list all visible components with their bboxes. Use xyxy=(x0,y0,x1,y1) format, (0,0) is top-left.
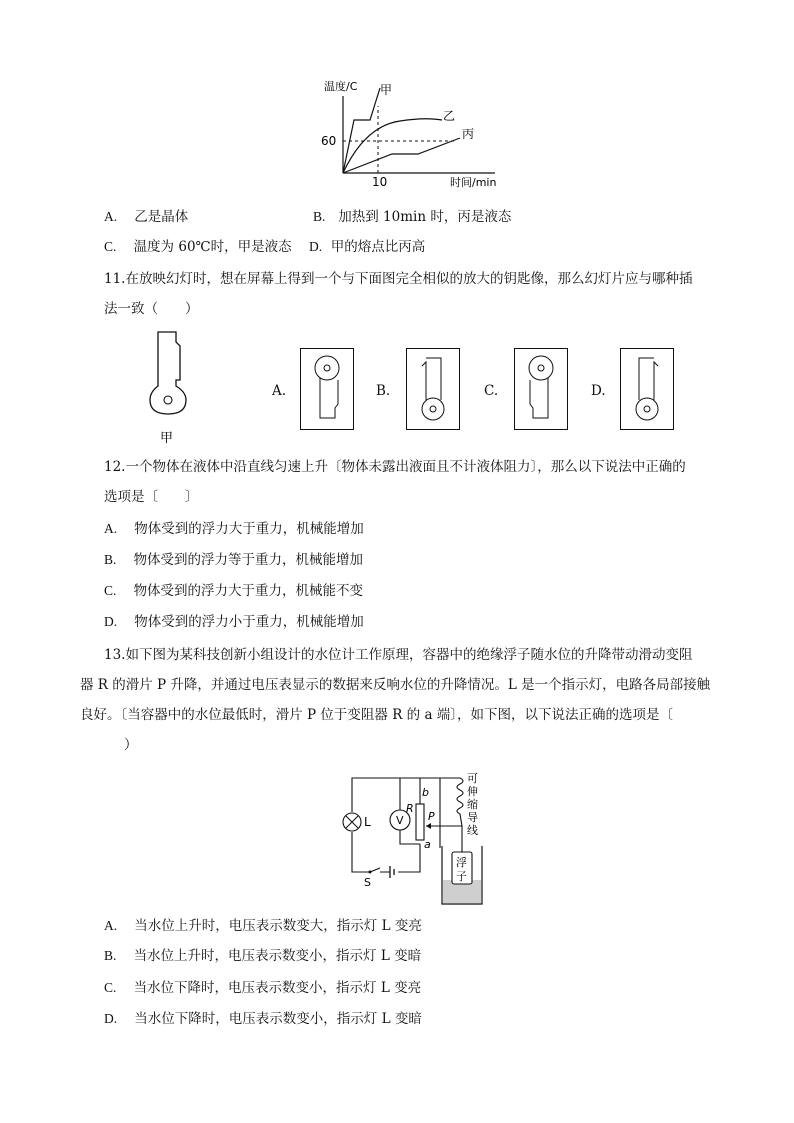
q12-option-b: B. 物体受到的浮力等于重力，机械能增加 xyxy=(104,552,364,568)
wire-label-2: 伸 xyxy=(467,785,478,798)
key-shape xyxy=(150,332,186,414)
lamp-label: L xyxy=(364,815,371,829)
flexible-wire xyxy=(440,778,463,852)
q11-choice-a-figure xyxy=(300,348,354,430)
curve-bing xyxy=(343,138,460,173)
graph-y-label: 温度/C xyxy=(324,80,358,93)
q10-option-b: B. 加热到 10min 时，丙是液态 xyxy=(313,209,512,225)
wire-label-3: 缩 xyxy=(467,798,478,811)
circuit-wire-bottom xyxy=(352,832,420,872)
temperature-time-graph xyxy=(310,76,510,192)
graph-y-tick-60: 60 xyxy=(321,134,337,148)
curve-yi xyxy=(343,119,442,173)
q13-stem-line4: ） xyxy=(124,737,138,753)
graph-x-label: 时间/min xyxy=(450,176,497,189)
q11-stem-line1: 11.在放映幻灯时，想在屏幕上得到一个与下面图完全相似的放大的钥匙像，那么幻灯片应与哪种插 xyxy=(104,271,693,287)
curve-jia-label: 甲 xyxy=(380,83,393,97)
resistor-icon xyxy=(416,804,424,840)
curve-bing-label: 丙 xyxy=(462,127,475,141)
q11-choice-c-label: C. xyxy=(484,383,499,399)
q11-choice-a-label: A. xyxy=(272,383,287,399)
key-hole xyxy=(164,396,172,404)
q11-choice-b-figure xyxy=(406,348,460,430)
q13-stem-line1: 13.如下图为某科技创新小组设计的水位计工作原理，容器中的绝缘浮子随水位的升降带动滑动变阻 xyxy=(104,647,693,663)
q13-stem-line2: 器 R 的滑片 P 升降，并通过电压表显示的数据来反响水位的升降情况。L 是一个指示灯，电路各局部接触 xyxy=(80,677,711,693)
q11-stem-line2: 法一致（ ） xyxy=(104,301,199,317)
q10-option-a: A. 乙是晶体 xyxy=(104,209,189,225)
q11-choice-c-figure xyxy=(514,348,568,430)
q11-choice-d-figure xyxy=(620,348,674,430)
battery-icon xyxy=(390,866,394,878)
slider-label: P xyxy=(428,810,435,823)
key-figure-jia xyxy=(140,328,196,446)
switch-label: S xyxy=(364,876,371,889)
q10-option-d: D. 甲的熔点比丙高 xyxy=(309,239,426,255)
q11-choice-b-label: B. xyxy=(376,383,391,399)
resistor-end-b: b xyxy=(422,786,429,799)
resistor-end-a: a xyxy=(424,838,431,851)
curve-yi-label: 乙 xyxy=(443,109,456,123)
resistor-label: R xyxy=(406,802,414,815)
wire-label-1: 可 xyxy=(467,772,478,785)
q10-option-c: C. 温度为 60℃时，甲是液态 xyxy=(104,239,292,255)
q13-option-c: C. 当水位下降时，电压表示数变小，指示灯 L 变亮 xyxy=(104,980,422,996)
q12-stem-line2: 选项是〔 〕 xyxy=(104,489,199,505)
voltmeter-label: V xyxy=(396,814,404,827)
graph-x-tick-10: 10 xyxy=(372,175,388,189)
key-figure-label: 甲 xyxy=(160,431,174,446)
q13-stem-line3: 良好。〔当容器中的水位最低时，滑片 P 位于变阻器 R 的 a 端〕，如下图，以下说法正确的选项是〔 xyxy=(80,707,674,723)
q13-option-b: B. 当水位上升时，电压表示数变小，指示灯 L 变暗 xyxy=(104,948,422,964)
q12-option-c: C. 物体受到的浮力大于重力，机械能不变 xyxy=(104,583,364,599)
q12-option-d: D. 物体受到的浮力小于重力，机械能增加 xyxy=(104,614,364,630)
circuit-wire-left xyxy=(352,778,390,812)
wire-label-5: 线 xyxy=(467,824,478,837)
q12-option-a: A. 物体受到的浮力大于重力，机械能增加 xyxy=(104,521,364,537)
q11-choice-d-label: D. xyxy=(591,383,606,399)
float-label-2: 子 xyxy=(456,870,467,883)
water-level-circuit xyxy=(340,768,490,910)
q12-stem-line1: 12.一个物体在液体中沿直线匀速上升〔物体未露出液面且不计液体阻力〕，那么以下说法中正确的 xyxy=(104,459,686,475)
q13-option-d: D. 当水位下降时，电压表示数变小，指示灯 L 变暗 xyxy=(104,1011,422,1027)
q13-option-a: A. 当水位上升时，电压表示数变大，指示灯 L 变亮 xyxy=(104,918,422,934)
wire-label-4: 导 xyxy=(467,811,478,824)
float-label-1: 浮 xyxy=(456,856,467,869)
